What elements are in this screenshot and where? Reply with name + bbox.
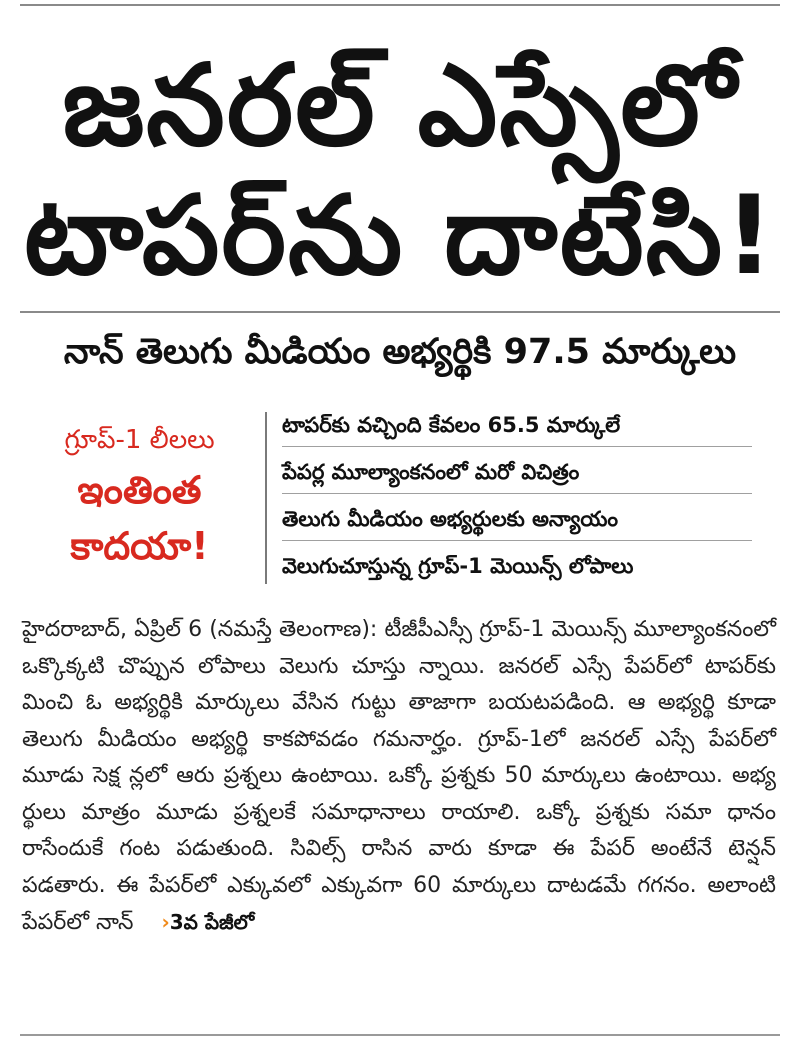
headline-divider [20,311,780,313]
vertical-divider [265,412,267,584]
top-rule [20,4,780,6]
highlights-list [282,406,752,593]
chevron-right-icon: › [161,910,170,934]
headline-line-1: జనరల్ ఎస్సేలో [62,41,738,171]
headline-line-2: టాపర్‌ను దాటేసి! [24,172,776,299]
sidebar-kicker: గ్రూప్-1 లీలలు [64,425,215,455]
continued-label: 3వ పేజీలో [169,910,255,934]
bottom-rule [20,1034,780,1036]
sidebar-box [22,408,257,588]
highlight-item: వెలుగుచూస్తున్న గ్రూప్-1 మెయిన్స్ లోపాలు [282,554,634,578]
highlight-item: టాపర్‌కు వచ్చింది కేవలం 65.5 మార్కులే [282,406,752,447]
article-body [22,612,776,942]
continued-link[interactable] [161,904,254,941]
article-text: హైదరాబాద్, ఏప్రిల్ 6 (నమస్తే తెలంగాణ): టీజీపీఎస్సీ గ్రూప్-1 మెయిన్స్ మూల్యాంకనంలో ఒక్కొక్కటి చొప్పున లోపాలు వెలుగు చూస్తు న్నాయి. జనరల్ ఎస్సే పేపర్‌లో టాపర్‌కు మించి ఓ అభ్యర్థికి మార్కులు వేసిన గుట్టు తాజాగా బయటపడింది. ఆ అభ్యర్థి కూడా తెలుగు మీడియం అభ్యర్థి కాకపోవడం గమనార్హం. గ్రూప్-1లో జనరల్ ఎస్సే పేపర్‌లో మూడు సెక్ష న్లలో ఆరు ప్రశ్నలు ఉంటాయి. ఒక్కో ప్రశ్నకు 50 మార్కులు ఉంటాయి. అభ్య ర్థులు మాత్రం మూడు ప్రశ్నలకే సమాధానాలు రాయాలి. ఒక్కో ప్రశ్నకు సమా ధానం రాసేందుకే గంట పడుతుంది. సివిల్స్ రాసిన వారు కూడా ఈ పేపర్ అంటేనే టెన్షన్ పడతారు. ఈ పేపర్‌లో ఎక్కువలో ఎక్కువగా 60 మార్కులు దాటడమే గగనం. అలాంటి పేపర్‌లో నాన్ [22,617,776,935]
highlight-item: తెలుగు మీడియం అభ్యర్థులకు అన్యాయం [282,500,752,541]
article-paragraph [22,612,776,942]
sidebar-title-line-1: ఇంతింత [77,468,202,512]
subheadline: నాన్ తెలుగు మీడియం అభ్యర్థికి 97.5 మార్కులు [63,332,737,372]
highlight-item: పేపర్ల మూల్యాంకనంలో మరో విచిత్రం [282,453,752,494]
sidebar-title-line-2: కాదయా! [70,524,209,568]
